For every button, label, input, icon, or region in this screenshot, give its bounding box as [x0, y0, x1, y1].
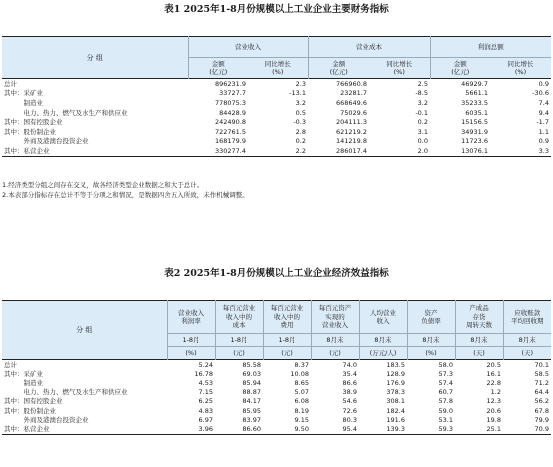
cell-value: 242490.8	[214, 118, 246, 127]
cell-value: 8.19	[294, 406, 309, 415]
cell-value: 141219.8	[335, 137, 367, 146]
table1-sub-header: 金额 (亿元)	[188, 58, 248, 79]
cell-value: 6035.1	[465, 108, 488, 117]
cell-value: 95.4	[311, 424, 359, 434]
table-row	[2, 79, 551, 89]
cell-value: 33727.7	[219, 89, 246, 98]
row-label: 其中：股份制企业	[4, 406, 56, 415]
cell-value: 70.1	[503, 360, 551, 370]
table-row	[2, 406, 551, 415]
cell-value: 4.83	[198, 406, 213, 415]
table-row	[2, 146, 551, 156]
cell-value: 75029.6	[340, 108, 367, 117]
table2-column-header: 产成品 存货 周转天数	[455, 301, 503, 334]
cell-value: 84428.9	[219, 108, 246, 117]
cell-value: 57.3	[438, 369, 453, 378]
cell-value: 778075.3	[214, 98, 246, 107]
cell-value: 3.96	[167, 424, 215, 434]
table1-title: 表1 2025年1-8月份规模以上工业企业主要财务指标	[164, 4, 389, 15]
cell-value: 1.1	[538, 127, 549, 136]
cell-value: 766960.8	[308, 79, 369, 89]
cell-value: 86.6	[342, 378, 357, 387]
cell-value: 668649.6	[335, 98, 367, 107]
cell-value: 16.1	[486, 369, 501, 378]
cell-value: 6.25	[198, 397, 213, 406]
cell-value: 286017.4	[308, 146, 369, 156]
cell-value: 74.0	[311, 360, 359, 370]
cell-value: 2.3	[248, 79, 308, 89]
cell-value: 58.0	[407, 360, 455, 370]
table-row	[2, 424, 551, 434]
cell-value: 3.2	[417, 98, 428, 107]
table1-category-header: 分 组	[2, 37, 188, 79]
cell-value: 67.8	[534, 406, 549, 415]
cell-value: 59.3	[407, 424, 455, 434]
row-label: 电力、热力、燃气及水生产和供应业	[4, 108, 128, 117]
cell-value: 8.65	[294, 378, 309, 387]
cell-value: 71.2	[534, 378, 549, 387]
table2-column-header: 人均营业 收入	[359, 301, 407, 334]
cell-value: 15156.5	[461, 118, 488, 127]
cell-value: 57.4	[438, 378, 453, 387]
cell-value: 308.1	[386, 397, 405, 406]
table2-column-header: 每百元资产 实现的 营业收入	[311, 301, 359, 334]
cell-value: 128.9	[386, 369, 405, 378]
cell-value: 8.37	[263, 360, 311, 370]
cell-value: 7.15	[198, 388, 213, 397]
cell-value: 34931.9	[461, 127, 488, 136]
row-label: 制造业	[4, 98, 43, 107]
cell-value: 896231.9	[188, 79, 248, 89]
table2-period-header: 8月末	[503, 334, 551, 347]
cell-value: -30.6	[532, 89, 549, 98]
table2-unit-header: (%)	[407, 347, 455, 360]
table-row	[2, 415, 551, 424]
cell-value: 16.78	[194, 369, 213, 378]
cell-value: 2.8	[295, 127, 306, 136]
cell-value: 6.97	[198, 415, 213, 424]
table2-unit-header: (元)	[263, 347, 311, 360]
cell-value: 168179.9	[214, 137, 246, 146]
table1-sub-header: 同比增长 (%)	[369, 58, 430, 79]
cell-value: 56.2	[534, 397, 549, 406]
table-row	[2, 127, 551, 137]
cell-value: 54.6	[342, 397, 357, 406]
cell-value: 53.1	[438, 415, 453, 424]
table1-sub-header: 金额 (亿元)	[308, 58, 369, 79]
cell-value: -0.1	[415, 108, 428, 117]
cell-value: 57.8	[438, 397, 453, 406]
table-row	[2, 89, 551, 99]
cell-value: 88.87	[242, 388, 261, 397]
cell-value: 5.24	[167, 360, 215, 370]
row-label: 外商及港澳台投资企业	[4, 415, 89, 424]
cell-value: 621219.2	[335, 127, 367, 136]
cell-value: 35233.5	[461, 98, 488, 107]
table2-period-header: 1-8月	[263, 334, 311, 347]
row-label: 制造业	[4, 378, 43, 387]
table-row	[2, 388, 551, 397]
table1-sub-header: 同比增长 (%)	[490, 58, 551, 79]
table1-group-header: 利润总额	[430, 37, 551, 58]
cell-value: 6.08	[294, 397, 309, 406]
cell-value: 3.2	[295, 98, 306, 107]
cell-value: 83.97	[242, 415, 261, 424]
cell-value: 0.2	[295, 137, 306, 146]
table2-period-header: 8月末	[455, 334, 503, 347]
cell-value: 10.08	[290, 369, 309, 378]
table2-column-header: 每百元营业 收入中的 成本	[215, 301, 263, 334]
cell-value: 23281.7	[340, 89, 367, 98]
table-row	[2, 108, 551, 118]
cell-value: 204111.3	[335, 118, 367, 127]
table2-period-header: 8月末	[407, 334, 455, 347]
cell-value: 191.6	[386, 415, 405, 424]
table2-period-header: 8月末	[359, 334, 407, 347]
table1-note: 1.经济类型分组之间存在交叉，故各经济类型企业数据之和大于总计。	[2, 181, 204, 189]
table2-period-header: 1-8月	[167, 334, 215, 347]
cell-value: -1.7	[536, 118, 549, 127]
cell-value: 20.6	[486, 406, 501, 415]
row-label: 其中：股份制企业	[4, 127, 56, 136]
cell-value: 7.4	[538, 98, 549, 107]
row-label: 电力、热力、燃气及水生产和供应业	[4, 388, 128, 397]
table1-sub-header: 同比增长 (%)	[248, 58, 308, 79]
table1-notes	[2, 180, 551, 200]
cell-value: -8.5	[415, 89, 428, 98]
cell-value: 64.4	[534, 388, 549, 397]
row-label: 其中：采矿业	[4, 89, 43, 98]
cell-value: 4.53	[198, 378, 213, 387]
table2-unit-header: (天)	[455, 347, 503, 360]
row-label: 外商及港澳台投资企业	[4, 137, 89, 146]
cell-value: 5661.1	[465, 89, 488, 98]
efficiency-indicators-table	[2, 300, 551, 435]
cell-value: 330277.4	[188, 146, 248, 156]
row-label: 其中：私营企业	[2, 424, 167, 434]
row-label: 总计	[2, 79, 188, 89]
cell-value: 0.5	[295, 108, 306, 117]
cell-value: 79.9	[534, 415, 549, 424]
cell-value: 69.03	[242, 369, 261, 378]
cell-value: 72.6	[342, 406, 357, 415]
row-label: 总计	[2, 360, 167, 370]
table2-column-header: 每百元营业 收入中的 费用	[263, 301, 311, 334]
cell-value: 5.07	[294, 388, 309, 397]
cell-value: 12.3	[486, 397, 501, 406]
cell-value: 22.8	[486, 378, 501, 387]
financial-indicators-table	[2, 36, 551, 157]
cell-value: 1.2	[490, 388, 501, 397]
cell-value: 139.3	[359, 424, 407, 434]
cell-value: 46929.7	[430, 79, 490, 89]
table2-category-header: 分 组	[2, 301, 167, 360]
table-row	[2, 397, 551, 406]
cell-value: -13.1	[289, 89, 306, 98]
table-row	[2, 360, 551, 370]
row-label: 其中：国有控股企业	[4, 118, 63, 127]
cell-value: 378.3	[386, 388, 405, 397]
cell-value: 2.5	[369, 79, 430, 89]
cell-value: 38.9	[342, 388, 357, 397]
cell-value: 0.0	[417, 137, 428, 146]
table2-unit-header: (元)	[311, 347, 359, 360]
cell-value: 85.94	[242, 378, 261, 387]
row-label: 其中：私营企业	[2, 146, 188, 156]
table2-period-header: 8月末	[311, 334, 359, 347]
cell-value: 70.9	[503, 424, 551, 434]
cell-value: 0.2	[417, 118, 428, 127]
cell-value: 0.9	[490, 79, 551, 89]
cell-value: 35.4	[342, 369, 357, 378]
cell-value: 20.5	[455, 360, 503, 370]
table2-unit-header: (元)	[215, 347, 263, 360]
cell-value: 85.58	[215, 360, 263, 370]
cell-value: -0.3	[293, 118, 306, 127]
cell-value: 9.50	[263, 424, 311, 434]
row-label: 其中：国有控股企业	[4, 397, 63, 406]
cell-value: 19.8	[486, 415, 501, 424]
table2-period-header: 1-8月	[215, 334, 263, 347]
cell-value: 2.2	[248, 146, 308, 156]
table2-column-header: 营业收入 利润率	[167, 301, 215, 334]
cell-value: 58.5	[534, 369, 549, 378]
table-row	[2, 378, 551, 387]
cell-value: 25.1	[455, 424, 503, 434]
table2-column-header: 应收账款 平均回收期	[503, 301, 551, 334]
table1-group-header: 营业成本	[308, 37, 430, 58]
table2-unit-header: (%)	[167, 347, 215, 360]
cell-value: 80.3	[342, 415, 357, 424]
cell-value: 13076.1	[430, 146, 490, 156]
cell-value: 722761.5	[214, 127, 246, 136]
cell-value: 2.0	[369, 146, 430, 156]
table-row	[2, 117, 551, 127]
cell-value: 0.9	[538, 137, 549, 146]
cell-value: 85.95	[242, 406, 261, 415]
cell-value: 86.60	[215, 424, 263, 434]
cell-value: 11723.6	[461, 137, 488, 146]
table2-unit-header: (万元/人)	[359, 347, 407, 360]
table-row	[2, 137, 551, 147]
cell-value: 182.4	[386, 406, 405, 415]
table-row	[2, 98, 551, 108]
table2-unit-header: (天)	[503, 347, 551, 360]
cell-value: 60.7	[438, 388, 453, 397]
cell-value: 3.1	[417, 127, 428, 136]
cell-value: 176.9	[386, 378, 405, 387]
table2-column-header: 资产 负债率	[407, 301, 455, 334]
cell-value: 9.15	[294, 415, 309, 424]
cell-value: 59.0	[438, 406, 453, 415]
table2-title: 表2 2025年1-8月份规模以上工业企业经济效益指标	[164, 268, 389, 279]
table1-sub-header: 金额 (亿元)	[430, 58, 490, 79]
cell-value: 84.17	[242, 397, 261, 406]
cell-value: 183.5	[359, 360, 407, 370]
cell-value: 9.4	[538, 108, 549, 117]
row-label: 其中：采矿业	[4, 369, 43, 378]
table-row	[2, 369, 551, 378]
table1-group-header: 营业收入	[188, 37, 308, 58]
cell-value: 3.3	[490, 146, 551, 156]
table1-note: 2.本表部分指标存在总计不等于分项之和情况，是数据四舍五入所致，未作机械调整。	[2, 191, 249, 199]
